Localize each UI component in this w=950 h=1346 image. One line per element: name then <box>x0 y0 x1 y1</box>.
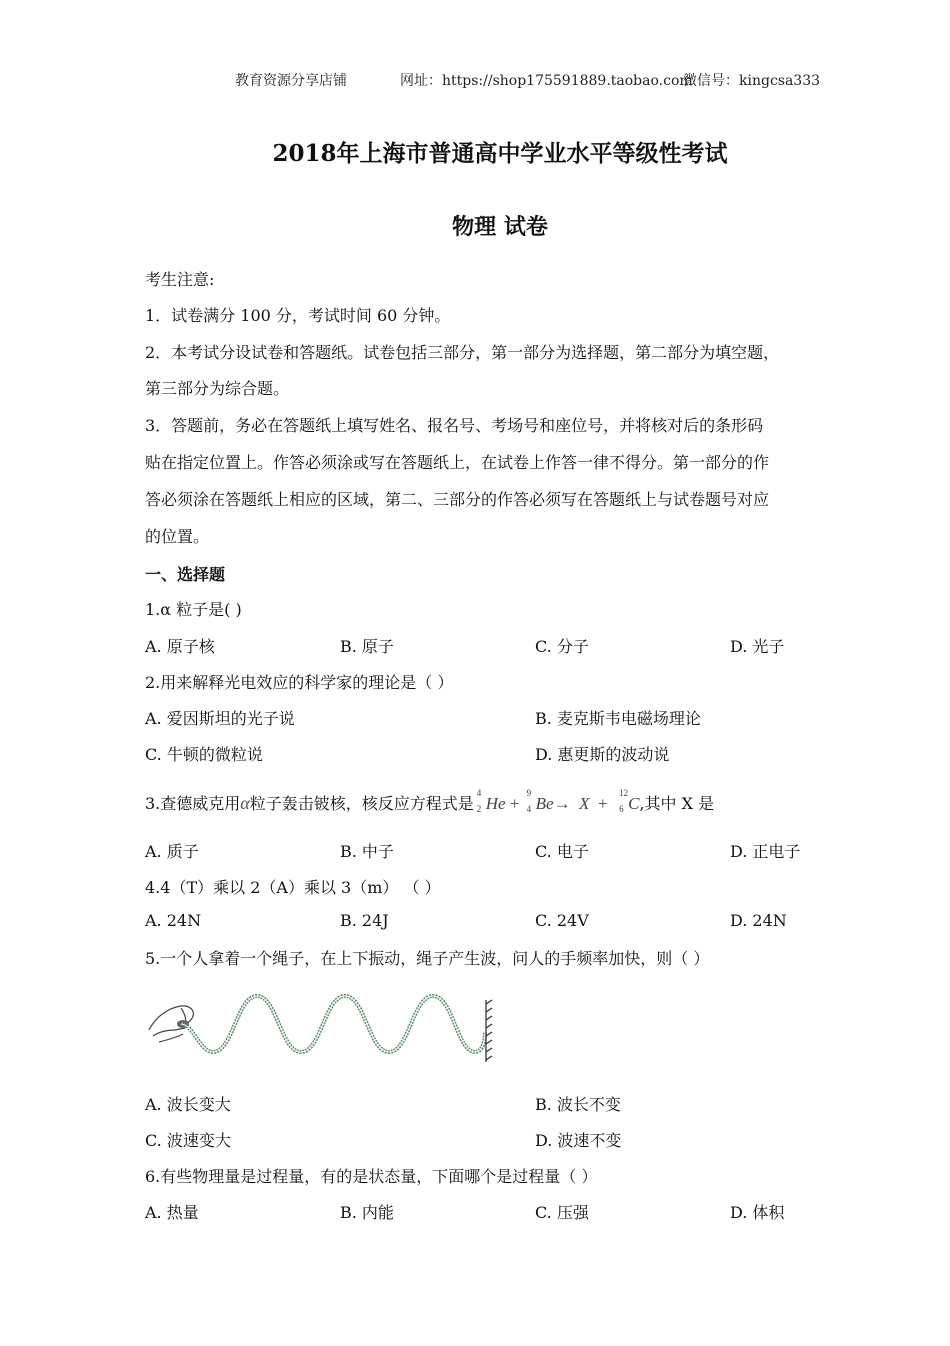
question-4-option-b: B. 24J <box>340 911 389 930</box>
question-2-option-d: D. 惠更斯的波动说 <box>535 745 670 764</box>
question-3-option-b: B. 中子 <box>340 842 394 861</box>
question-3-option-d: D. 正电子 <box>730 842 801 861</box>
beryllium-mass-number: 9 <box>526 788 532 798</box>
question-5-option-d: D. 波速不变 <box>535 1131 622 1150</box>
carbon-atomic-number: 6 <box>619 804 624 814</box>
notice-item-3-line-4: 的位置。 <box>145 527 210 546</box>
question-2-option-c: C. 牛顿的微粒说 <box>145 745 263 764</box>
wall-icon <box>486 1000 492 1062</box>
beryllium-symbol: Be <box>535 794 554 813</box>
question-5-option-a: A. 波长变大 <box>145 1095 231 1114</box>
question-2-option-b: B. 麦克斯韦电磁场理论 <box>535 709 701 728</box>
question-4-option-a: A. 24N <box>145 911 202 930</box>
question-1-option-d: D. 光子 <box>730 637 785 656</box>
plus-sign: + <box>598 794 608 813</box>
plus-sign: + <box>509 794 520 813</box>
alpha-symbol: α <box>240 793 250 813</box>
question-5-option-c: C. 波速变大 <box>145 1131 231 1150</box>
header-url: 网址：https://shop175591889.taobao.com <box>400 73 693 89</box>
header-wechat: 微信号：kingcsa333 <box>683 73 821 89</box>
notice-item-3-line-2: 贴在指定位置上。作答必须涂或写在答题纸上，在试卷上作答一律不得分。第一部分的作 <box>145 453 770 472</box>
question-5-stem: 5.一个人拿着一个绳子，在上下振动，绳子产生波，问人的手频率加快，则（ ） <box>145 949 710 968</box>
question-1-option-b: B. 原子 <box>340 637 394 656</box>
question-2-option-a: A. 爱因斯坦的光子说 <box>145 709 295 728</box>
question-6-option-c: C. 压强 <box>535 1203 589 1222</box>
question-4-stem: 4.4（T）乘以 2（A）乘以 3（m） （ ） <box>145 878 441 897</box>
question-5-option-b: B. 波长不变 <box>535 1095 621 1114</box>
question-3-option-c: C. 电子 <box>535 842 589 861</box>
question-6-option-d: D. 体积 <box>730 1203 785 1222</box>
question-3-stem-middle: 粒子轰击铍核，核反应方程式是 <box>249 794 474 813</box>
question-6-option-b: B. 内能 <box>340 1203 394 1222</box>
carbon-symbol: C <box>628 794 640 813</box>
question-1-stem: 1.α 粒子是( ) <box>145 600 242 619</box>
section-heading: 一、选择题 <box>145 565 226 584</box>
question-6-stem: 6.有些物理量是过程量，有的是状态量，下面哪个是过程量（ ） <box>145 1167 598 1186</box>
header-shop-name: 教育资源分享店铺 <box>235 73 347 89</box>
question-3-option-a: A. 质子 <box>145 842 199 861</box>
beryllium-atomic-number: 4 <box>526 804 532 814</box>
notice-item-3-line-3: 答必须涂在答题纸上相应的区域，第二、三部分的作答必须写在答题纸上与试卷题号对应 <box>145 490 770 509</box>
page-subtitle: 物理 试卷 <box>452 214 548 240</box>
notice-item-1: 1．试卷满分 100 分，考试时间 60 分钟。 <box>145 306 451 325</box>
helium-symbol: He <box>485 794 506 813</box>
question-4-option-d: D. 24N <box>730 911 787 930</box>
hand-icon <box>149 1006 193 1042</box>
helium-atomic-number: 2 <box>476 804 482 814</box>
notice-item-2-line-1: 2．本考试分设试卷和答题纸。试卷包括三部分，第一部分为选择题，第二部分为填空题， <box>145 343 780 362</box>
beryllium-nucleus <box>526 788 554 814</box>
question-3-stem-end: ,其中 X 是 <box>639 794 715 813</box>
carbon-mass-number: 12 <box>619 788 629 798</box>
question-6-option-a: A. 热量 <box>145 1203 199 1222</box>
helium-mass-number: 4 <box>476 788 482 798</box>
question-1-option-c: C. 分子 <box>535 637 589 656</box>
helium-nucleus <box>476 788 506 814</box>
question-3-stem-start: 3.查德威克用 <box>145 794 241 813</box>
question-4-option-c: C. 24V <box>535 911 589 930</box>
question-2-stem: 2.用来解释光电效应的科学家的理论是（ ） <box>145 673 454 692</box>
question-1-option-a: A. 原子核 <box>145 637 215 656</box>
notice-heading: 考生注意: <box>145 270 215 289</box>
notice-item-3-line-1: 3．答题前，务必在答题纸上填写姓名、报名号、考场号和座位号，并将核对后的条形码 <box>145 416 764 435</box>
reaction-equation <box>474 788 640 814</box>
question-3-stem <box>145 788 715 814</box>
rope-wave-figure <box>145 990 495 1070</box>
unknown-particle: X <box>579 794 590 813</box>
page-title: 2018年上海市普通高中学业水平等级性考试 <box>272 140 728 167</box>
notice-item-2-line-2: 第三部分为综合题。 <box>145 379 290 398</box>
arrow-icon: → <box>553 794 571 813</box>
carbon-nucleus <box>619 788 640 814</box>
